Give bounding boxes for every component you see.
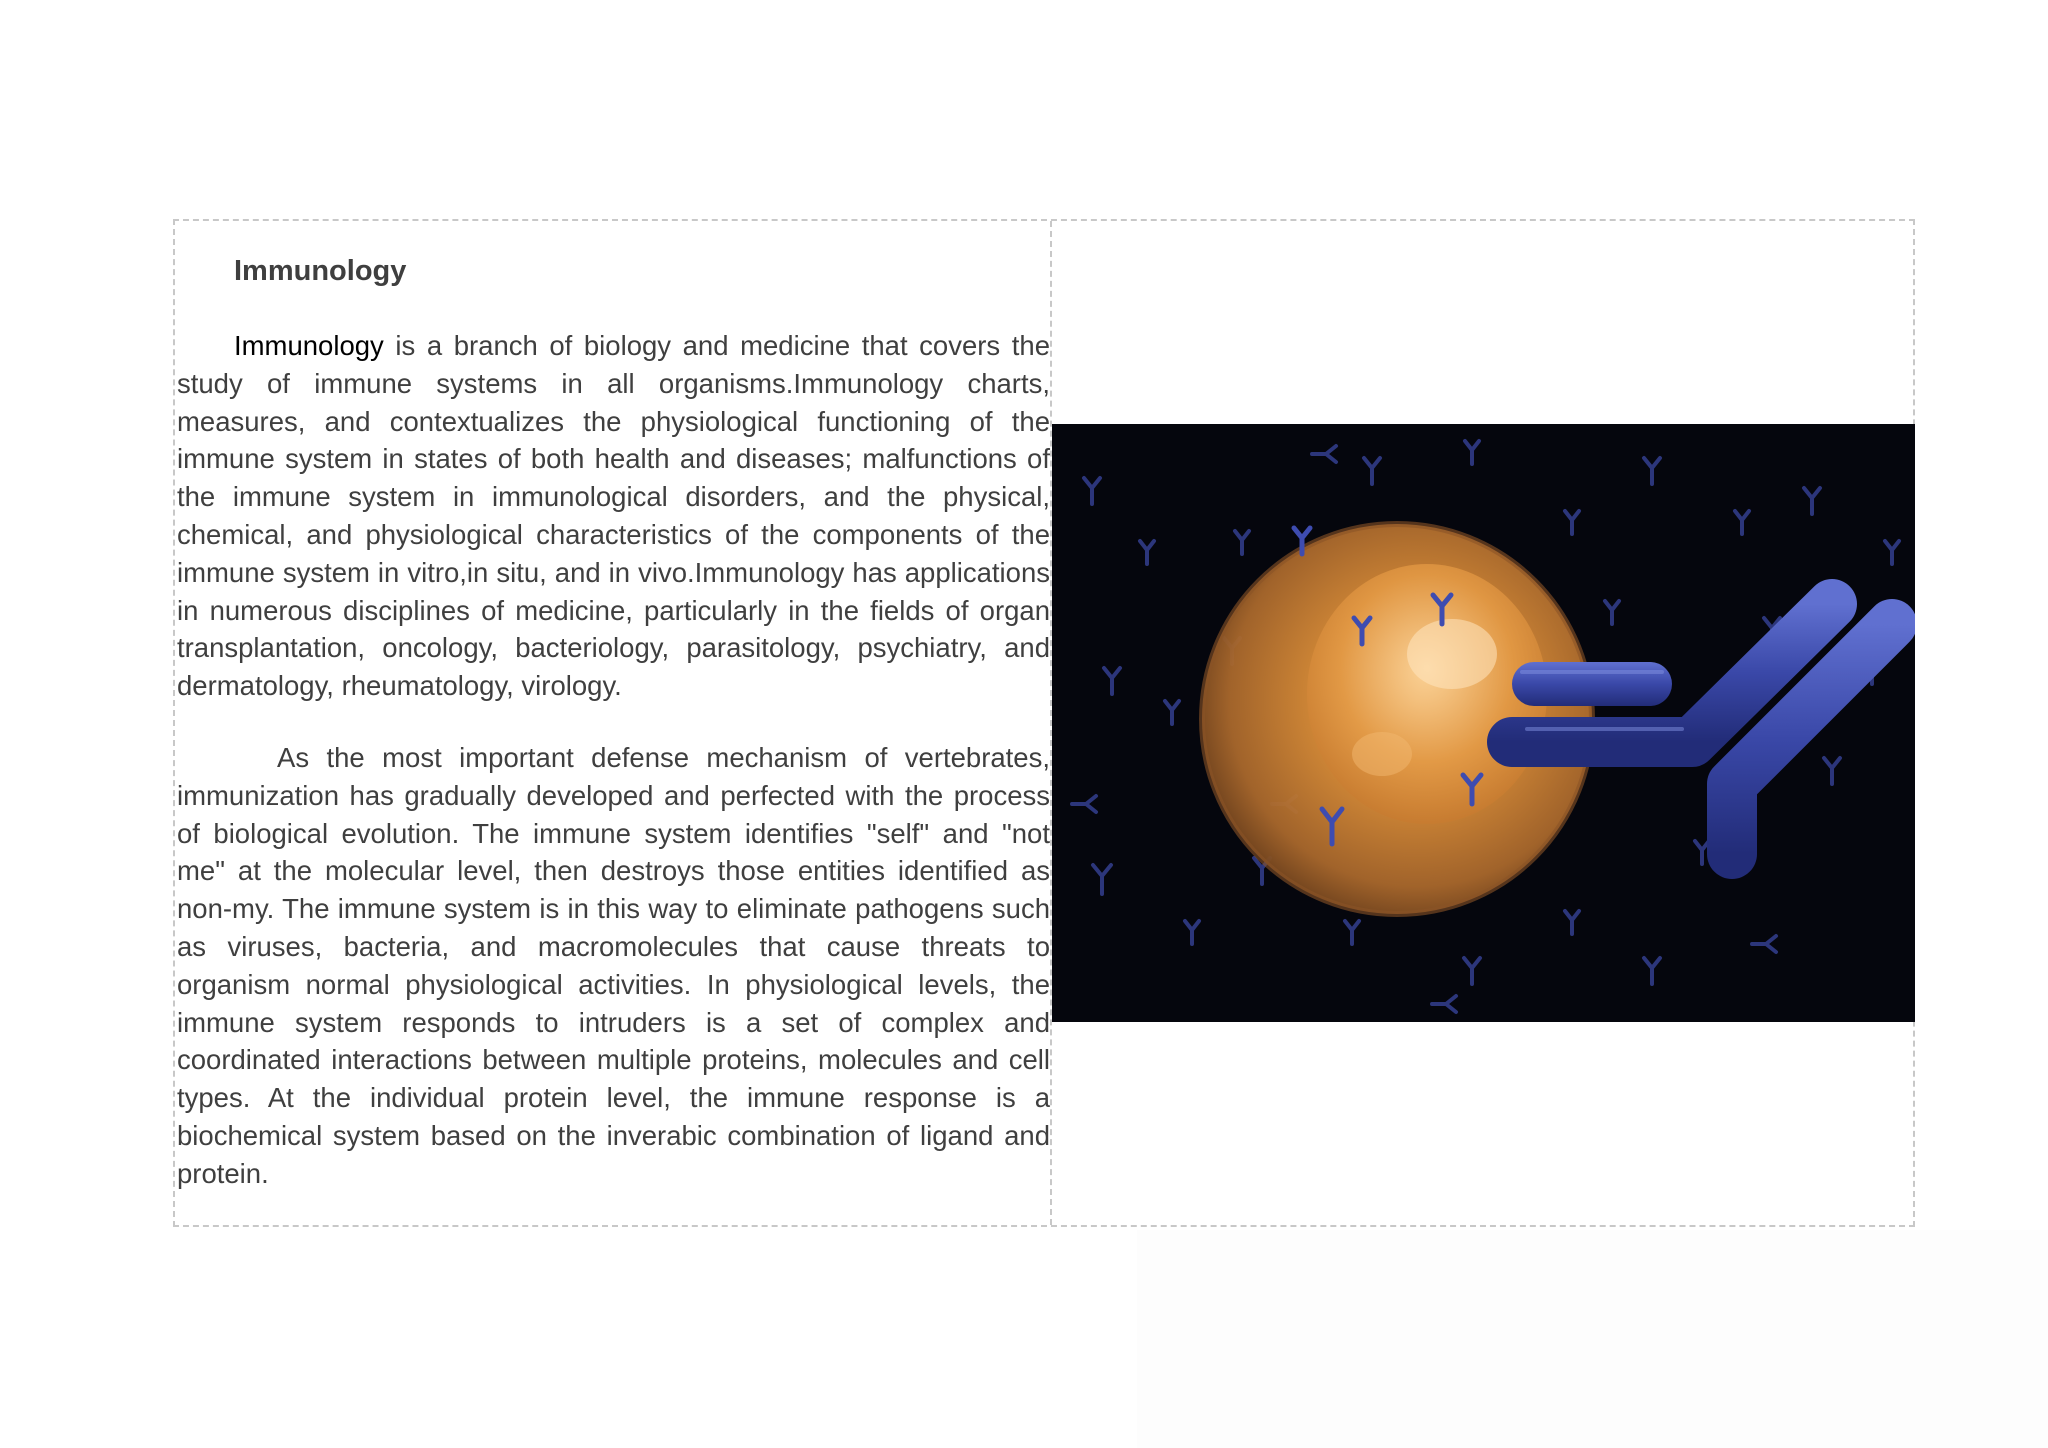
layout-table [173,219,1915,1227]
illustration-svg [1052,424,1915,1022]
paragraph-2: As the most important defense mechanism of vertebrates, immunization has gradually developed and perfected with the process of biological evolution. The immune system identifies "self" and "not me" at the molecular level, then destroys those entities identified as non-my. The immune system is in this way to eliminate pathogens such as viruses, bacteria, and macromolecules that cause threats to organism normal physiological activities. In physiological levels, the immune system responds to intruders is a set of complex and coordinated interactions between multiple proteins, molecules and cell types. At the individual protein level, the immune response is a biochemical system based on the inverabic combination of ligand and protein. [177,742,1050,1189]
immune-cell-illustration [1052,424,1915,1022]
paragraph-1 [177,327,1050,705]
heading: Immunology [234,255,407,287]
paragraph-1-body: is a branch of biology and medicine that covers the study of immune systems in all organisms.Immunology charts, measures, and contextualizes the physiological functioning of the immune system in states of both health and diseases; malfunctions of the immune system in immunological disorders, and the physical, chemical, and physiological characteristics of the components of the immune system in vitro,in situ, and in vivo.Immunology has applications in numerous disciplines of medicine, particularly in the fields of organ transplantation, oncology, bacteriology, parasitology, psychiatry, and dermatology, rheumatology, virology. [177,330,1050,702]
background-panel [1137,1230,2048,1448]
lead-term: Immunology [234,330,384,361]
